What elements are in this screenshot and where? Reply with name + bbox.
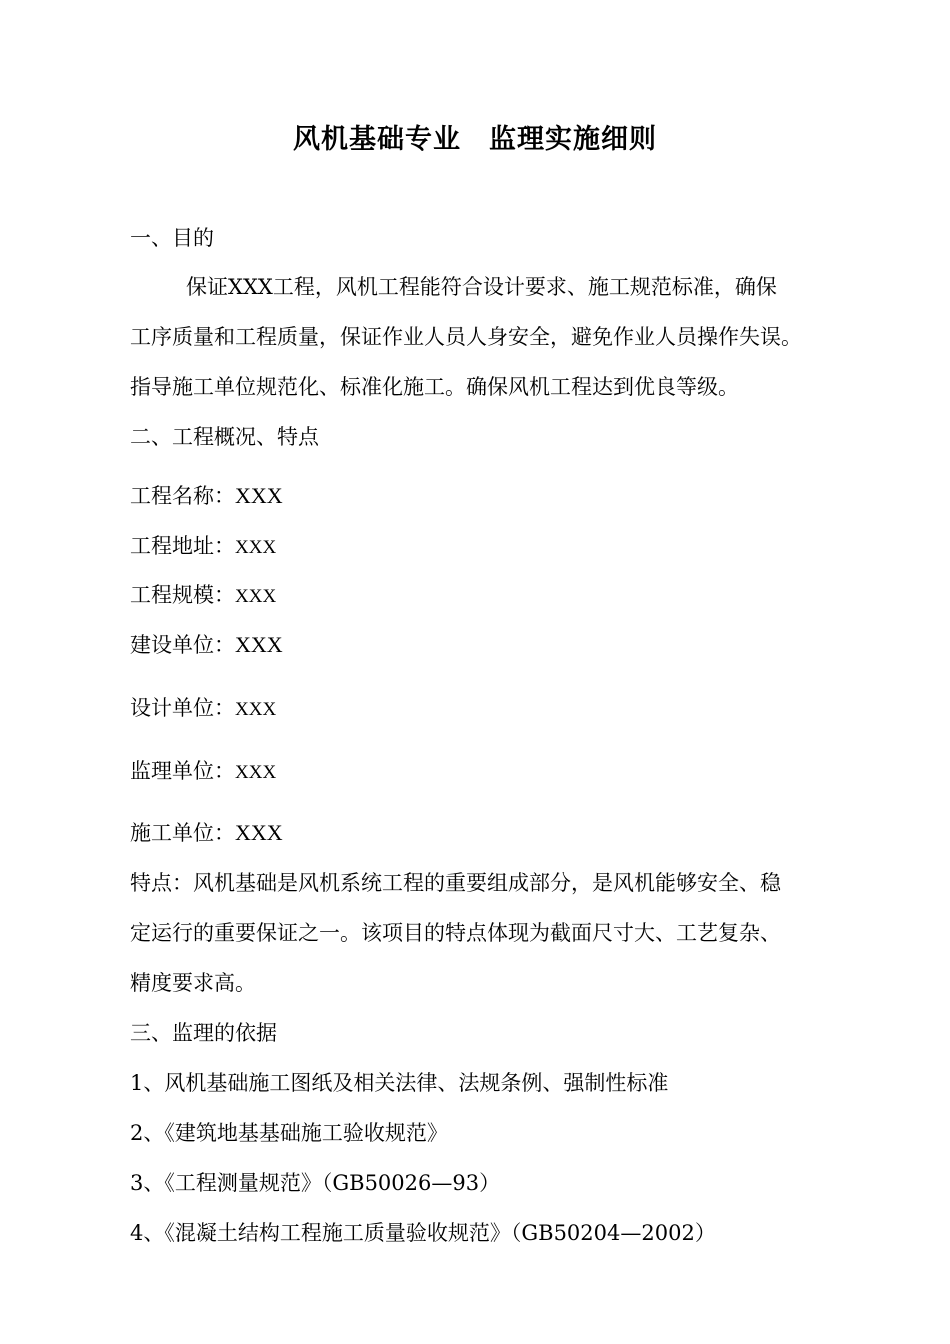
project-scale-row [130,580,276,612]
basis-item-4: 4、《混凝土结构工程施工质量验收规范》（GB50204—2002） [130,1221,716,1245]
project-address-label: 工程地址： [130,534,235,558]
purpose-paragraph-line-2: 工序质量和工程质量，保证作业人员人身安全，避免作业人员操作失误。 [130,325,802,349]
section-heading-overview: 二、工程概况、特点 [130,425,319,449]
features-line-2: 定运行的重要保证之一。该项目的特点体现为截面尺寸大、工艺复杂、 [130,921,781,945]
project-name-row [130,481,283,511]
project-name-value: XXX [235,483,283,508]
basis-item-1: 1、风机基础施工图纸及相关法律、法规条例、强制性标准 [130,1071,669,1095]
contractor-row [130,818,283,848]
features-line-1: 特点：风机基础是风机系统工程的重要组成部分，是风机能够安全、稳 [130,871,781,895]
owner-row [130,630,283,660]
supervisor-row [130,756,276,788]
section-heading-purpose: 一、目的 [130,226,214,250]
supervisor-label: 监理单位： [130,759,235,783]
designer-label: 设计单位： [130,696,235,720]
purpose-paragraph-line-1: 保证XXX工程，风机工程能符合设计要求、施工规范标准，确保 [186,275,777,299]
project-name-label: 工程名称： [130,484,235,508]
basis-item-3: 3、《工程测量规范》（GB50026—93） [130,1171,501,1195]
designer-value: XXX [235,699,277,720]
project-address-value: XXX [235,537,277,558]
features-line-3: 精度要求高。 [130,971,256,995]
owner-label: 建设单位： [130,633,235,657]
project-address-row [130,531,276,563]
document-title: 风机基础专业 监理实施细则 [293,124,657,155]
purpose-paragraph-line-3: 指导施工单位规范化、标准化施工。确保风机工程达到优良等级。 [130,375,739,399]
project-scale-label: 工程规模： [130,583,235,607]
project-scale-value: XXX [235,586,277,607]
basis-item-2: 2、《建筑地基基础施工验收规范》 [130,1121,448,1145]
contractor-value: XXX [235,820,283,845]
section-heading-basis: 三、监理的依据 [130,1021,277,1045]
designer-row [130,693,276,725]
contractor-label: 施工单位： [130,821,235,845]
supervisor-value: XXX [235,762,277,783]
owner-value: XXX [235,632,283,657]
